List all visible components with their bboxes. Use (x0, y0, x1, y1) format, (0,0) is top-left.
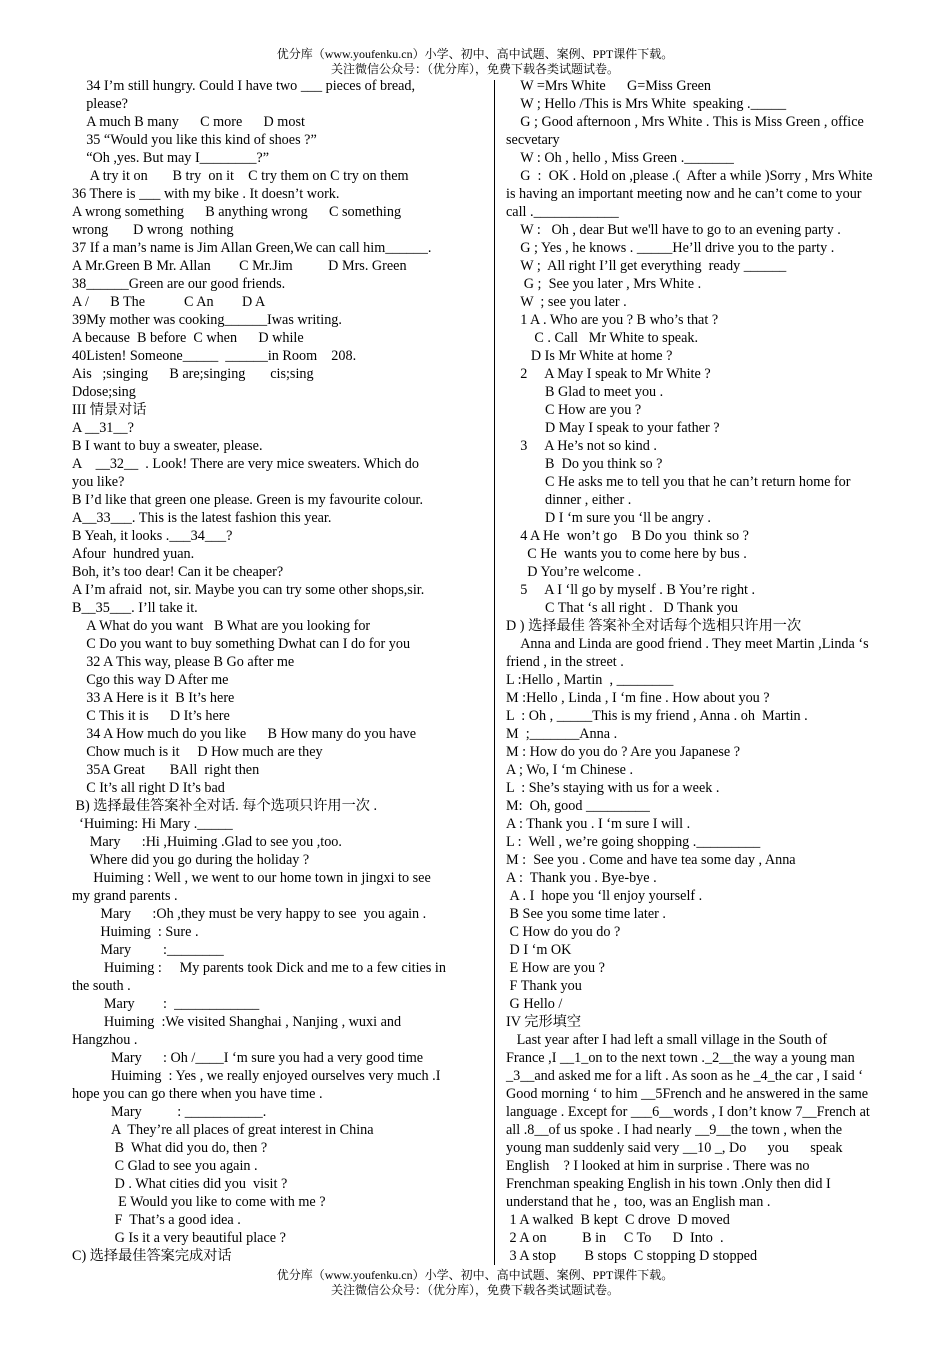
text-line: “Oh ,yes. But may I________?” (72, 150, 270, 166)
text-line: W ; Hello /This is Mrs White speaking ._____ (506, 96, 787, 112)
text-line: 3 A stop B stops C stopping D stopped (506, 1248, 758, 1264)
footer-line-1: 优分库（www.youfenku.cn）小学、初中、高中试题、案例、PPT课件下载。 (276, 1268, 674, 1282)
text-line: C That ‘s all right . D Thank you (506, 600, 738, 616)
text-line: 34 I’m still hungry. Could I have two ___ pieces of bread, (72, 78, 416, 94)
text-line: understand that he , too, was an English man . (506, 1194, 771, 1210)
text-line: 2 A May I speak to Mr White ? (506, 366, 711, 382)
text-line: B I’d like that green one please. Green is my favourite colour. (72, 492, 424, 508)
text-line: all .8__of us spoke . I had nearly __9__the town , when the (506, 1122, 843, 1138)
text-line: Mary : ____________ (72, 996, 260, 1012)
text-line: 33 A Here is it B It’s here (72, 690, 235, 706)
text-line: D . What cities did you visit ? (72, 1176, 288, 1192)
text-line: B I want to buy a sweater, please. (72, 438, 263, 454)
text-line: my grand parents . (72, 888, 178, 904)
text-line: Anna and Linda are good friend . They meet Martin ,Linda ‘s (506, 636, 869, 652)
text-line: A I’m afraid not, sir. Maybe you can try some other shops,sir. (72, 582, 425, 598)
text-line: G : OK . Hold on ,please .( After a while )Sorry , Mrs White (506, 168, 873, 184)
text-line: L : Oh , _____This is my friend , Anna . oh Martin . (506, 708, 808, 724)
text-line: 1 A walked B kept C drove D moved (506, 1212, 730, 1228)
text-line: M : How do you do ? Are you Japanese ? (506, 744, 741, 760)
text-line: D You’re welcome . (506, 564, 642, 580)
text-line: Ais ;singing B are;singing cis;sing (72, 366, 314, 382)
text-line: D I ‘m sure you ‘ll be angry . (506, 510, 711, 526)
text-line: B See you some time later . (506, 906, 666, 922)
right-column (506, 77, 916, 1265)
text-line: Ddose;sing (72, 384, 136, 400)
text-line: F Thank you (506, 978, 582, 994)
footer-line-2: 关注微信公众号：（优分库），免费下载各类试题试卷。 (330, 1283, 619, 1297)
text-line: friend , in the street . (506, 654, 624, 670)
text-line: C Glad to see you again . (72, 1158, 258, 1174)
text-line: language . Except for ___6__words , I don’t know 7__French at (506, 1104, 870, 1120)
text-line: C) 选择最佳答案完成对话 (72, 1248, 232, 1264)
text-line: W : Oh , dear But we'll have to go to an evening party . (506, 222, 841, 238)
text-line: A __32__ . Look! There are very mice sweaters. Which do (72, 456, 419, 472)
text-line: E Would you like to come with me ? (72, 1194, 326, 1210)
text-line: Mary :Hi ,Huiming .Glad to see you ,too. (72, 834, 342, 850)
text-line: B Do you think so ? (506, 456, 663, 472)
text-line: B What did you do, then ? (72, 1140, 268, 1156)
text-line: M ;_______Anna . (506, 726, 618, 742)
text-line: A What do you want B What are you looking for (72, 618, 371, 634)
text-line: B__35___. I’ll take it. (72, 600, 198, 616)
text-line: please? (72, 96, 128, 112)
text-line: Huiming :We visited Shanghai , Nanjing , wuxi and (72, 1014, 402, 1030)
page-header (0, 47, 950, 77)
text-line: C He wants you to come here by bus . (506, 546, 747, 562)
text-line: 37 If a man’s name is Jim Allan Green,We can call him______. (72, 240, 432, 256)
text-line: 3 A He’s not so kind . (506, 438, 657, 454)
text-line: A much B many C more D most (72, 114, 305, 130)
text-line: 35 “Would you like this kind of shoes ?” (72, 132, 317, 148)
text-line: Mary :Oh ,they must be very happy to see you again . (72, 906, 427, 922)
text-line: M :Hello , Linda , I ‘m fine . How about you ? (506, 690, 770, 706)
column-divider (494, 80, 495, 1265)
text-line: 5 A I ‘ll go by myself . B You’re right . (506, 582, 756, 598)
text-line: IV 完形填空 (506, 1014, 582, 1030)
text-line: C How do you do ? (506, 924, 621, 940)
text-line: G ; Yes , he knows . _____He’ll drive you to the party . (506, 240, 835, 256)
text-line: E How are you ? (506, 960, 605, 976)
text-line: L : She’s staying with us for a week . (506, 780, 720, 796)
text-line: 38______Green are our good friends. (72, 276, 286, 292)
text-line: 39My mother was cooking______Iwas writing. (72, 312, 342, 328)
text-line: W =Mrs White G=Miss Green (506, 78, 712, 94)
text-line: C Do you want to buy something Dwhat can I do for you (72, 636, 411, 652)
text-line: Where did you go during the holiday ? (72, 852, 310, 868)
text-line: Cgo this way D After me (72, 672, 229, 688)
text-line: C . Call Mr White to speak. (506, 330, 699, 346)
text-line: A try it on B try on it C try them on C try on them (72, 168, 409, 184)
text-line: D ) 选择最佳 答案补全对话每个选相只许用一次 (506, 618, 802, 634)
text-line: A ; Wo, I ‘m Chinese . (506, 762, 634, 778)
text-line: C It’s all right D It’s bad (72, 780, 225, 796)
text-line: wrong D wrong nothing (72, 222, 234, 238)
text-line: A __31__? (72, 420, 134, 436)
text-line: Afour hundred yuan. (72, 546, 195, 562)
left-column (72, 77, 484, 1265)
text-line: III 情景对话 (72, 402, 147, 418)
text-line: Last year after I had left a small village in the South of (506, 1032, 828, 1048)
text-line: A : Thank you . I ‘m sure I will . (506, 816, 691, 832)
text-line: B Yeah, it looks .___34___? (72, 528, 233, 544)
text-line: 4 A He won’t go B Do you think so ? (506, 528, 749, 544)
text-line: you like? (72, 474, 125, 490)
text-line: G ; See you later , Mrs White . (506, 276, 702, 292)
text-line: 32 A This way, please B Go after me (72, 654, 295, 670)
text-line: Frenchman speaking English in his town .Only then did I (506, 1176, 831, 1192)
text-line: Huiming : Sure . (72, 924, 199, 940)
text-line: D Is Mr White at home ? (506, 348, 673, 364)
text-line: A . I hope you ‘ll enjoy yourself . (506, 888, 703, 904)
text-line: L : Well , we’re going shopping ._________ (506, 834, 761, 850)
text-line: call .____________ (506, 204, 619, 220)
text-line: G Is it a very beautiful place ? (72, 1230, 286, 1246)
text-line: W ; see you later . (506, 294, 627, 310)
text-line: B) 选择最佳答案补全对话. 每个选项只许用一次 . (72, 798, 378, 814)
text-line: D May I speak to your father ? (506, 420, 720, 436)
text-line: France ,I __1_on to the next town ._2__the way a young man (506, 1050, 855, 1066)
text-line: B Glad to meet you . (506, 384, 664, 400)
text-line: A : Thank you . Bye-bye . (506, 870, 657, 886)
text-line: hope you can go there when you have time . (72, 1086, 323, 1102)
page-footer (0, 1268, 950, 1298)
text-line: is having an important meeting now and he can’t come to your (506, 186, 862, 202)
text-line: Huiming : My parents took Dick and me to a few cities in (72, 960, 446, 976)
header-line-1: 优分库（www.youfenku.cn）小学、初中、高中试题、案例、PPT课件下载。 (276, 47, 674, 61)
text-line: Mary : ___________. (72, 1104, 267, 1120)
text-line: 35A Great BAll right then (72, 762, 260, 778)
header-line-2: 关注微信公众号：（优分库），免费下载各类试题试卷。 (330, 62, 619, 76)
text-line: 36 There is ___ with my bike . It doesn’t work. (72, 186, 340, 202)
text-line: A Mr.Green B Mr. Allan C Mr.Jim D Mrs. Green (72, 258, 407, 274)
text-line: W : Oh , hello , Miss Green ._______ (506, 150, 734, 166)
text-line: 40Listen! Someone_____ ______in Room 208. (72, 348, 357, 364)
text-line: C How are you ? (506, 402, 642, 418)
text-line: C He asks me to tell you that he can’t return home for (506, 474, 851, 490)
text-line: young man suddenly said very __10 _, Do you speak (506, 1140, 843, 1156)
text-line: C This it is D It’s here (72, 708, 230, 724)
text-line: English ? I looked at him in surprise . There was no (506, 1158, 810, 1174)
text-line: dinner , either . (506, 492, 632, 508)
text-line: 2 A on B in C To D Into . (506, 1230, 724, 1246)
text-line: M: Oh, good _________ (506, 798, 650, 814)
text-line: F That’s a good idea . (72, 1212, 241, 1228)
text-line: Mary :________ (72, 942, 224, 958)
text-line: A__33___. This is the latest fashion this year. (72, 510, 332, 526)
text-line: D I ‘m OK (506, 942, 572, 958)
text-line: Hangzhou . (72, 1032, 138, 1048)
text-line: 34 A How much do you like B How many do you have (72, 726, 417, 742)
text-line: 1 A . Who are you ? B who’s that ? (506, 312, 719, 328)
text-line: A / B The C An D A (72, 294, 266, 310)
text-line: A They’re all places of great interest in China (72, 1122, 374, 1138)
text-line: M : See you . Come and have tea some day , Anna (506, 852, 796, 868)
text-line: Good morning ‘ to him __5French and he answered in the same (506, 1086, 869, 1102)
text-line: G ; Good afternoon , Mrs White . This is Miss Green , office (506, 114, 864, 130)
text-line: A because B before C when D while (72, 330, 304, 346)
text-line: L :Hello , Martin , ________ (506, 672, 674, 688)
text-line: A wrong something B anything wrong C something (72, 204, 402, 220)
text-line: Huiming : Yes , we really enjoyed ourselves very much .I (72, 1068, 441, 1084)
text-line: G Hello / (506, 996, 563, 1012)
text-line: W ; All right I’ll get everything ready ______ (506, 258, 787, 274)
text-line: the south . (72, 978, 131, 994)
text-line: _3__and asked me for a lift . As soon as he _4_the car , I said ‘ (506, 1068, 863, 1084)
text-line: secvetary (506, 132, 560, 148)
text-line: Boh, it’s too dear! Can it be cheaper? (72, 564, 284, 580)
text-line: Mary : Oh /____I ‘m sure you had a very good time (72, 1050, 424, 1066)
text-line: ‘Huiming: Hi Mary ._____ (72, 816, 233, 832)
text-line: Chow much is it D How much are they (72, 744, 323, 760)
text-line: Huiming : Well , we went to our home town in jingxi to see (72, 870, 431, 886)
